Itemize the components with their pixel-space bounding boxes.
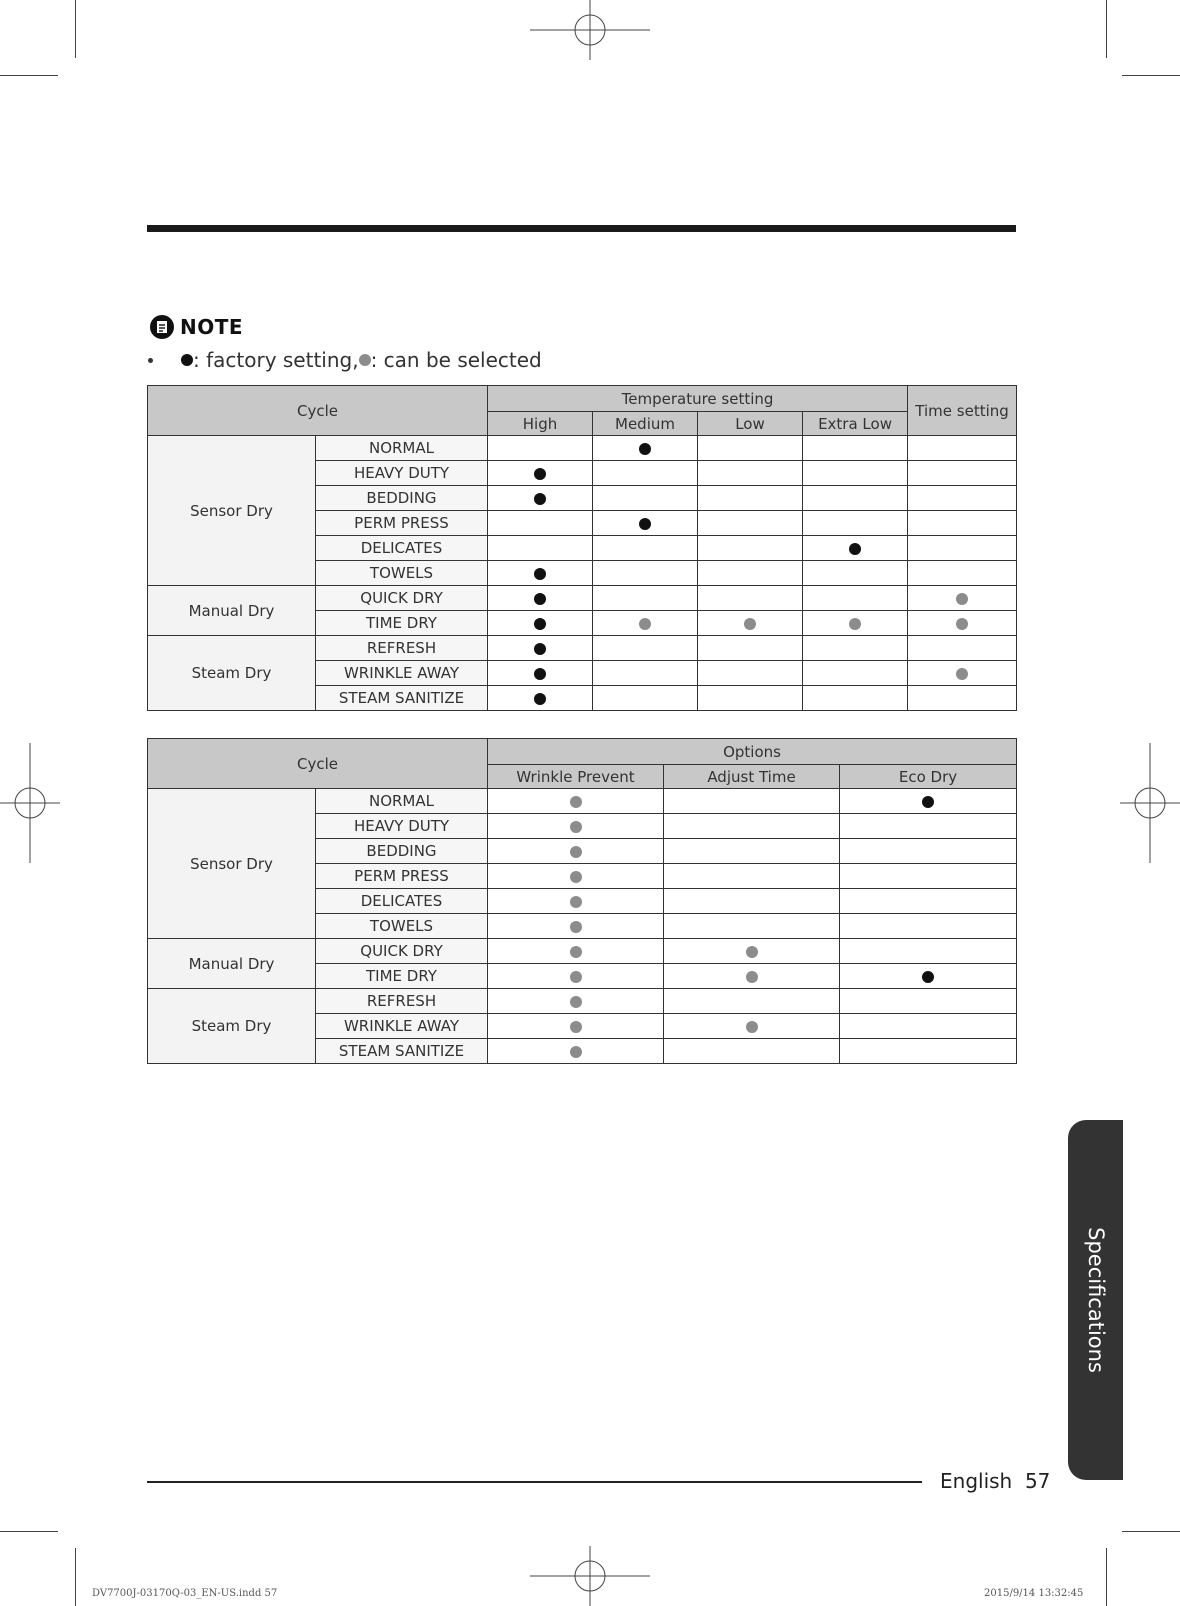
factory-setting-dot-icon [639, 443, 651, 455]
setting-cell [488, 486, 593, 511]
selectable-dot-icon [570, 971, 582, 983]
selectable-dot-icon [570, 896, 582, 908]
setting-cell [593, 636, 698, 661]
setting-cell [803, 636, 908, 661]
cycle-group-label: Steam Dry [148, 989, 316, 1064]
selectable-dot-icon [570, 821, 582, 833]
factory-setting-dot-icon [534, 593, 546, 605]
cycle-name: NORMAL [316, 789, 488, 814]
crop-mark [1122, 1531, 1180, 1532]
cycle-header: Cycle [148, 739, 488, 789]
factory-setting-dot-icon [534, 468, 546, 480]
setting-cell [488, 436, 593, 461]
setting-cell [698, 686, 803, 711]
column-header: Low [698, 412, 803, 436]
footer-rule [147, 1481, 922, 1483]
note-heading [150, 315, 243, 339]
cycle-name: PERM PRESS [316, 864, 488, 889]
cycle-name: DELICATES [316, 889, 488, 914]
setting-cell [698, 586, 803, 611]
selectable-dot-icon [570, 921, 582, 933]
setting-cell [593, 536, 698, 561]
setting-cell [840, 989, 1017, 1014]
setting-cell [593, 586, 698, 611]
crop-mark [75, 0, 76, 58]
factory-setting-dot-icon [922, 971, 934, 983]
print-file-name: DV7700J-03170Q-03_EN-US.indd 57 [92, 1588, 278, 1599]
setting-cell [698, 436, 803, 461]
setting-cell [664, 889, 840, 914]
setting-cell [840, 914, 1017, 939]
cycle-name: WRINKLE AWAY [316, 1014, 488, 1039]
column-header: Adjust Time [664, 765, 840, 789]
setting-cell [488, 989, 664, 1014]
setting-cell [803, 561, 908, 586]
factory-setting-dot-icon [922, 796, 934, 808]
column-header: Medium [593, 412, 698, 436]
selectable-dot-icon [849, 618, 861, 630]
setting-cell [593, 461, 698, 486]
selectable-dot-icon [956, 593, 968, 605]
cycle-name: QUICK DRY [316, 939, 488, 964]
crop-mark [75, 1548, 76, 1606]
cycle-name: TOWELS [316, 914, 488, 939]
setting-cell [488, 636, 593, 661]
setting-cell [840, 789, 1017, 814]
setting-cell [803, 461, 908, 486]
setting-cell [698, 661, 803, 686]
setting-cell [664, 864, 840, 889]
setting-cell [664, 839, 840, 864]
cycle-name: TIME DRY [316, 611, 488, 636]
temperature-setting-header: Temperature setting [488, 386, 908, 412]
setting-cell [698, 561, 803, 586]
side-tab-label: Specifications [1083, 1227, 1108, 1373]
setting-cell [698, 636, 803, 661]
setting-cell [840, 1039, 1017, 1064]
setting-cell [488, 964, 664, 989]
note-icon [150, 315, 174, 339]
cycle-header: Cycle [148, 386, 488, 436]
setting-cell [664, 789, 840, 814]
cycle-name: STEAM SANITIZE [316, 1039, 488, 1064]
cycle-group-label: Steam Dry [148, 636, 316, 711]
registration-mark-right [1120, 743, 1180, 863]
setting-cell [593, 561, 698, 586]
selectable-dot-icon [746, 946, 758, 958]
footer-language: English [940, 1469, 1013, 1493]
column-header: Extra Low [803, 412, 908, 436]
cycle-name: REFRESH [316, 989, 488, 1014]
setting-cell [908, 461, 1017, 486]
selectable-dot-icon [570, 846, 582, 858]
setting-cell [488, 536, 593, 561]
setting-cell [488, 461, 593, 486]
setting-cell [488, 1014, 664, 1039]
registration-mark-left [0, 743, 60, 863]
registration-mark-top [530, 0, 650, 60]
factory-setting-dot-icon [534, 568, 546, 580]
setting-cell [908, 661, 1017, 686]
cycle-name: HEAVY DUTY [316, 814, 488, 839]
setting-cell [593, 511, 698, 536]
factory-setting-dot-icon [534, 643, 546, 655]
registration-mark-bottom [530, 1546, 650, 1606]
header-rule [147, 225, 1016, 232]
setting-cell [803, 686, 908, 711]
setting-cell [488, 914, 664, 939]
setting-cell [908, 511, 1017, 536]
table-row [148, 586, 1017, 611]
setting-cell [664, 964, 840, 989]
selectable-dot-icon [746, 1021, 758, 1033]
selectable-dot-icon [570, 1046, 582, 1058]
print-timestamp: 2015/9/14 13:32:45 [984, 1588, 1084, 1599]
setting-cell [840, 1014, 1017, 1039]
setting-cell [488, 511, 593, 536]
note-legend [148, 348, 542, 372]
setting-cell [593, 661, 698, 686]
factory-setting-dot-icon [534, 668, 546, 680]
setting-cell [803, 611, 908, 636]
cycle-name: DELICATES [316, 536, 488, 561]
setting-cell [488, 864, 664, 889]
setting-cell [664, 939, 840, 964]
column-header: Eco Dry [840, 765, 1017, 789]
setting-cell [593, 486, 698, 511]
setting-cell [488, 814, 664, 839]
factory-setting-dot-icon [534, 493, 546, 505]
selectable-dot-icon [956, 618, 968, 630]
setting-cell [488, 889, 664, 914]
cycle-name: BEDDING [316, 486, 488, 511]
table-row [148, 989, 1017, 1014]
time-setting-header: Time setting [908, 386, 1017, 436]
selectable-dot-icon [570, 1021, 582, 1033]
cycle-group-label: Sensor Dry [148, 789, 316, 939]
setting-cell [908, 536, 1017, 561]
setting-cell [908, 611, 1017, 636]
selectable-dot-icon [956, 668, 968, 680]
setting-cell [908, 486, 1017, 511]
setting-cell [488, 686, 593, 711]
cycle-name: NORMAL [316, 436, 488, 461]
crop-mark [1122, 75, 1180, 76]
factory-setting-dot-icon [534, 693, 546, 705]
setting-cell [593, 611, 698, 636]
options-table [147, 738, 1017, 1064]
setting-cell [908, 586, 1017, 611]
crop-mark [1106, 1548, 1107, 1606]
cycle-name: BEDDING [316, 839, 488, 864]
cycle-name: REFRESH [316, 636, 488, 661]
setting-cell [488, 611, 593, 636]
note-title: NOTE [180, 315, 244, 339]
setting-cell [908, 436, 1017, 461]
side-tab-specifications [1068, 1120, 1123, 1480]
bullet-icon [148, 358, 153, 363]
setting-cell [698, 611, 803, 636]
cycle-name: TIME DRY [316, 964, 488, 989]
crop-mark [1106, 0, 1107, 58]
setting-cell [664, 1014, 840, 1039]
selectable-dot-icon [639, 618, 651, 630]
setting-cell [908, 686, 1017, 711]
cycle-name: HEAVY DUTY [316, 461, 488, 486]
table-row [148, 636, 1017, 661]
setting-cell [908, 636, 1017, 661]
selectable-dot-icon [744, 618, 756, 630]
table-row [148, 789, 1017, 814]
setting-cell [840, 839, 1017, 864]
setting-cell [698, 511, 803, 536]
setting-cell [664, 914, 840, 939]
setting-cell [840, 939, 1017, 964]
selectable-dot-icon [570, 996, 582, 1008]
setting-cell [698, 486, 803, 511]
select-dot-icon [359, 354, 371, 366]
setting-cell [488, 586, 593, 611]
options-header: Options [488, 739, 1017, 765]
cycle-name: QUICK DRY [316, 586, 488, 611]
setting-cell [698, 461, 803, 486]
setting-cell [593, 436, 698, 461]
crop-mark [0, 1531, 58, 1532]
cycle-group-label: Sensor Dry [148, 436, 316, 586]
cycle-group-label: Manual Dry [148, 586, 316, 636]
selectable-dot-icon [570, 796, 582, 808]
setting-cell [664, 814, 840, 839]
setting-cell [840, 864, 1017, 889]
setting-cell [488, 939, 664, 964]
setting-cell [803, 436, 908, 461]
column-header: Wrinkle Prevent [488, 765, 664, 789]
setting-cell [664, 989, 840, 1014]
factory-setting-dot-icon [639, 518, 651, 530]
setting-cell [908, 561, 1017, 586]
selectable-dot-icon [570, 946, 582, 958]
table-row [148, 939, 1017, 964]
setting-cell [840, 889, 1017, 914]
setting-cell [803, 486, 908, 511]
setting-cell [488, 1039, 664, 1064]
selectable-dot-icon [746, 971, 758, 983]
factory-dot-icon [181, 354, 193, 366]
page-number: 57 [1024, 1469, 1051, 1493]
setting-cell [488, 789, 664, 814]
setting-cell [803, 511, 908, 536]
legend-select-text: : can be selected [370, 348, 542, 372]
temperature-time-table [147, 385, 1017, 711]
cycle-name: PERM PRESS [316, 511, 488, 536]
selectable-dot-icon [570, 871, 582, 883]
footer-page-info [940, 1469, 1050, 1493]
cycle-group-label: Manual Dry [148, 939, 316, 989]
cycle-name: STEAM SANITIZE [316, 686, 488, 711]
crop-mark [0, 75, 58, 76]
setting-cell [593, 686, 698, 711]
setting-cell [803, 536, 908, 561]
setting-cell [840, 964, 1017, 989]
setting-cell [488, 661, 593, 686]
column-header: High [488, 412, 593, 436]
table-row [148, 436, 1017, 461]
setting-cell [488, 839, 664, 864]
factory-setting-dot-icon [849, 543, 861, 555]
legend-factory-text: : factory setting, [193, 348, 359, 372]
factory-setting-dot-icon [534, 618, 546, 630]
setting-cell [698, 536, 803, 561]
cycle-name: WRINKLE AWAY [316, 661, 488, 686]
setting-cell [803, 661, 908, 686]
setting-cell [664, 1039, 840, 1064]
setting-cell [488, 561, 593, 586]
cycle-name: TOWELS [316, 561, 488, 586]
setting-cell [803, 586, 908, 611]
setting-cell [840, 814, 1017, 839]
